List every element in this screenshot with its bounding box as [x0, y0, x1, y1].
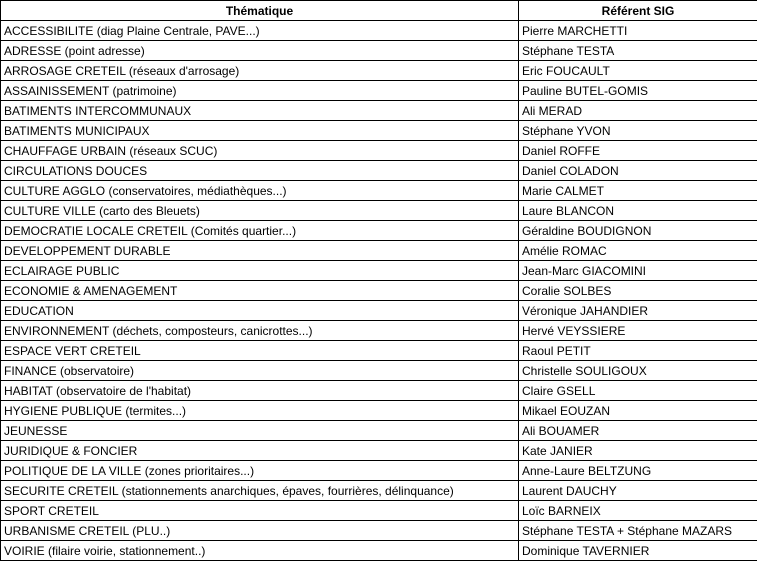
cell-thematique: ASSAINISSEMENT (patrimoine): [1, 81, 519, 101]
table-row: [1, 361, 757, 381]
cell-thematique: JURIDIQUE & FONCIER: [1, 441, 519, 461]
table-row: [1, 181, 757, 201]
cell-thematique: ENVIRONNEMENT (déchets, composteurs, canicrottes...): [1, 321, 519, 341]
table-row: [1, 401, 757, 421]
header-thematique: Thématique: [1, 1, 519, 21]
cell-referent: Pauline BUTEL-GOMIS: [519, 81, 757, 101]
header-row: [1, 1, 757, 21]
cell-referent: Daniel ROFFE: [519, 141, 757, 161]
cell-referent: Eric FOUCAULT: [519, 61, 757, 81]
table-row: [1, 141, 757, 161]
cell-referent: Pierre MARCHETTI: [519, 21, 757, 41]
table-row: [1, 501, 757, 521]
table-row: [1, 161, 757, 181]
table-row: [1, 281, 757, 301]
cell-thematique: SECURITE CRETEIL (stationnements anarchiques, épaves, fourrières, délinquance): [1, 481, 519, 501]
cell-referent: Amélie ROMAC: [519, 241, 757, 261]
cell-thematique: ESPACE VERT CRETEIL: [1, 341, 519, 361]
table-row: [1, 461, 757, 481]
cell-thematique: HABITAT (observatoire de l'habitat): [1, 381, 519, 401]
cell-thematique: ARROSAGE CRETEIL (réseaux d'arrosage): [1, 61, 519, 81]
cell-thematique: CULTURE AGGLO (conservatoires, médiathèques...): [1, 181, 519, 201]
cell-thematique: DEMOCRATIE LOCALE CRETEIL (Comités quartier...): [1, 221, 519, 241]
cell-referent: Laure BLANCON: [519, 201, 757, 221]
cell-referent: Laurent DAUCHY: [519, 481, 757, 501]
cell-thematique: EDUCATION: [1, 301, 519, 321]
cell-referent: Coralie SOLBES: [519, 281, 757, 301]
cell-referent: Dominique TAVERNIER: [519, 541, 757, 561]
cell-thematique: HYGIENE PUBLIQUE (termites...): [1, 401, 519, 421]
table-row: [1, 301, 757, 321]
cell-referent: Géraldine BOUDIGNON: [519, 221, 757, 241]
table-body: [1, 21, 757, 561]
table-row: [1, 121, 757, 141]
table-row: [1, 201, 757, 221]
table-row: [1, 481, 757, 501]
cell-referent: Stéphane YVON: [519, 121, 757, 141]
cell-referent: Daniel COLADON: [519, 161, 757, 181]
cell-thematique: FINANCE (observatoire): [1, 361, 519, 381]
table-row: [1, 261, 757, 281]
table-row: [1, 61, 757, 81]
table-row: [1, 421, 757, 441]
cell-thematique: CULTURE VILLE (carto des Bleuets): [1, 201, 519, 221]
cell-thematique: ACCESSIBILITE (diag Plaine Centrale, PAVE...): [1, 21, 519, 41]
cell-thematique: BATIMENTS MUNICIPAUX: [1, 121, 519, 141]
cell-referent: Jean-Marc GIACOMINI: [519, 261, 757, 281]
cell-thematique: ECONOMIE & AMENAGEMENT: [1, 281, 519, 301]
cell-thematique: VOIRIE (filaire voirie, stationnement..): [1, 541, 519, 561]
cell-referent: Véronique JAHANDIER: [519, 301, 757, 321]
cell-thematique: URBANISME CRETEIL (PLU..): [1, 521, 519, 541]
cell-thematique: JEUNESSE: [1, 421, 519, 441]
header-referent: Référent SIG: [519, 1, 757, 21]
table-row: [1, 221, 757, 241]
table-row: [1, 41, 757, 61]
cell-referent: Ali BOUAMER: [519, 421, 757, 441]
cell-referent: Christelle SOULIGOUX: [519, 361, 757, 381]
cell-thematique: BATIMENTS INTERCOMMUNAUX: [1, 101, 519, 121]
table-row: [1, 341, 757, 361]
table-row: [1, 241, 757, 261]
table-row: [1, 381, 757, 401]
cell-thematique: ADRESSE (point adresse): [1, 41, 519, 61]
table-row: [1, 101, 757, 121]
cell-thematique: DEVELOPPEMENT DURABLE: [1, 241, 519, 261]
cell-thematique: CHAUFFAGE URBAIN (réseaux SCUC): [1, 141, 519, 161]
cell-thematique: ECLAIRAGE PUBLIC: [1, 261, 519, 281]
table-row: [1, 521, 757, 541]
table-row: [1, 321, 757, 341]
cell-thematique: SPORT CRETEIL: [1, 501, 519, 521]
cell-referent: Anne-Laure BELTZUNG: [519, 461, 757, 481]
cell-thematique: POLITIQUE DE LA VILLE (zones prioritaires...): [1, 461, 519, 481]
cell-referent: Raoul PETIT: [519, 341, 757, 361]
table-row: [1, 541, 757, 561]
table-row: [1, 441, 757, 461]
table-row: [1, 81, 757, 101]
cell-referent: Kate JANIER: [519, 441, 757, 461]
cell-referent: Marie CALMET: [519, 181, 757, 201]
cell-referent: Stéphane TESTA: [519, 41, 757, 61]
cell-referent: Mikael EOUZAN: [519, 401, 757, 421]
cell-referent: Ali MERAD: [519, 101, 757, 121]
cell-referent: Hervé VEYSSIERE: [519, 321, 757, 341]
cell-referent: Loïc BARNEIX: [519, 501, 757, 521]
cell-referent: Claire GSELL: [519, 381, 757, 401]
cell-thematique: CIRCULATIONS DOUCES: [1, 161, 519, 181]
table-row: [1, 21, 757, 41]
cell-referent: Stéphane TESTA + Stéphane MAZARS: [519, 521, 757, 541]
